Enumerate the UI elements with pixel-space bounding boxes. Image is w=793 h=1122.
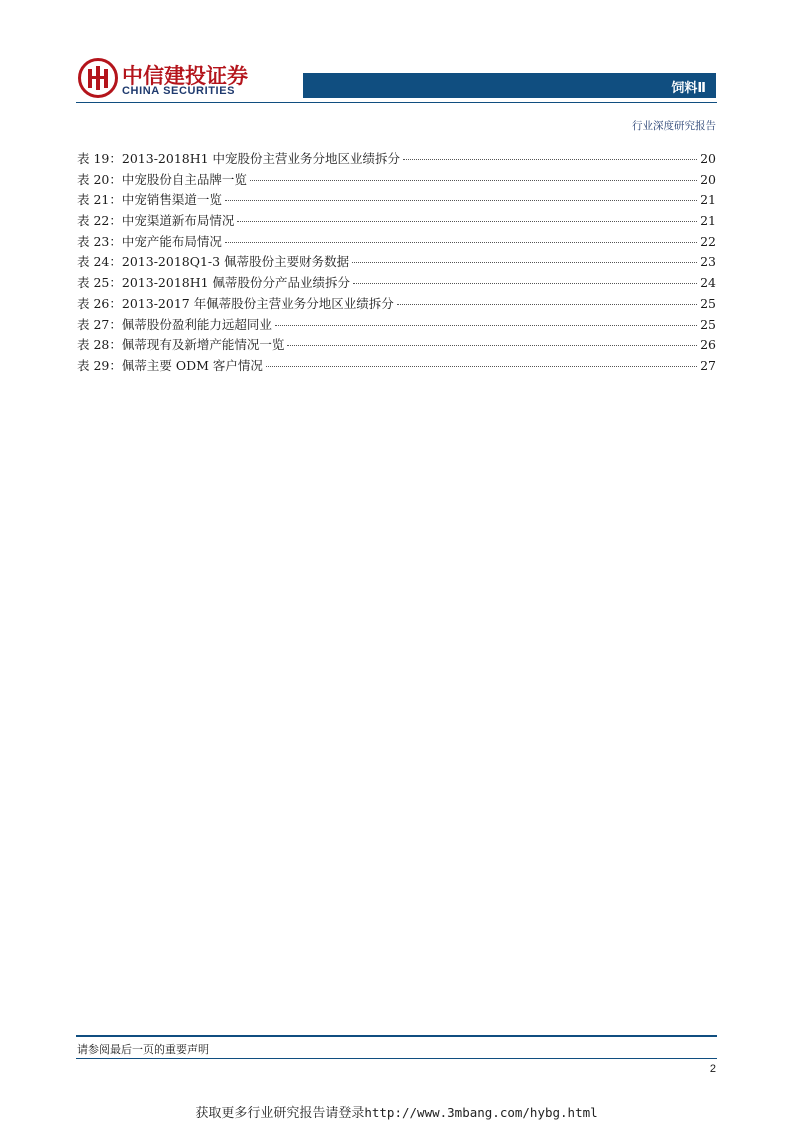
promo-link[interactable]: http://www.3mbang.com/hybg.html [364,1105,598,1120]
toc-entry[interactable] [77,190,716,211]
toc-entry-page: 23 [700,254,716,270]
sector-label: 饲料Ⅱ [671,81,706,96]
toc-entry-page: 20 [700,171,716,187]
promo-banner [0,1102,793,1121]
toc-entry-page: 26 [700,337,716,353]
toc-entry[interactable] [77,232,716,253]
leader-dots [352,262,697,263]
toc-entry[interactable] [77,170,716,191]
toc-entry-label: 表 25：2013-2018H1 佩蒂股份分产品业绩拆分 [77,275,351,291]
toc-entry-page: 25 [700,316,716,332]
toc-entry-label: 表 19：2013-2018H1 中宠股份主营业务分地区业绩拆分 [77,151,401,166]
toc-entry-label: 表 21：中宠销售渠道一览 [77,192,222,208]
toc-entry-page: 22 [700,233,716,249]
toc-entry-page: 25 [700,295,716,311]
leader-dots [397,304,697,305]
toc-entry-label: 表 24：2013-2018Q1-3 佩蒂股份主要财务数据 [77,254,350,270]
header-bar [303,73,716,98]
toc-entry[interactable] [77,294,716,315]
leader-dots [266,366,697,367]
toc-entry-label: 表 29：佩蒂主要 ODM 客户情况 [77,357,263,373]
toc-entry-page: 20 [700,151,716,166]
toc-entry-label: 表 27：佩蒂股份盈利能力远超同业 [77,316,272,332]
leader-dots [237,221,697,222]
toc-entry-page: 24 [700,275,716,291]
page-number: 2 [709,1063,716,1075]
toc-entry[interactable] [77,335,716,356]
promo-text: 获取更多行业研究报告请登录 [195,1106,365,1121]
toc-entry-page: 21 [700,213,716,229]
footer-divider-thin [76,1058,717,1059]
table-of-contents [77,149,716,377]
logo-english-name: CHINA SECURITIES [122,85,236,97]
toc-entry[interactable] [77,149,716,170]
footer-divider [76,1035,717,1037]
toc-entry-label: 表 26：2013-2017 年佩蒂股份主营业务分地区业绩拆分 [77,295,394,311]
leader-dots [250,180,697,181]
toc-entry-page: 21 [700,192,716,208]
leader-dots [275,325,697,326]
leader-dots [403,159,697,160]
logo-chinese-name: 中信建投证券 [122,64,248,88]
report-type: 行业深度研究报告 [632,120,716,132]
toc-entry[interactable] [77,273,716,294]
toc-entry-page: 27 [700,357,716,373]
toc-entry-label: 表 23：中宠产能布局情况 [77,233,222,249]
leader-dots [353,283,697,284]
leader-dots [287,345,697,346]
company-logo [78,58,253,104]
toc-entry[interactable] [77,315,716,336]
header-divider [76,102,717,103]
toc-entry[interactable] [77,252,716,273]
toc-entry-label: 表 22：中宠渠道新布局情况 [77,213,235,229]
disclaimer-notice: 请参阅最后一页的重要声明 [77,1043,209,1056]
china-securities-logo-icon [78,58,118,98]
leader-dots [225,242,697,243]
toc-entry[interactable] [77,211,716,232]
toc-entry[interactable] [77,356,716,377]
leader-dots [225,200,697,201]
toc-entry-label: 表 20：中宠股份自主品牌一览 [77,171,247,187]
toc-entry-label: 表 28：佩蒂现有及新增产能情况一览 [77,337,285,353]
